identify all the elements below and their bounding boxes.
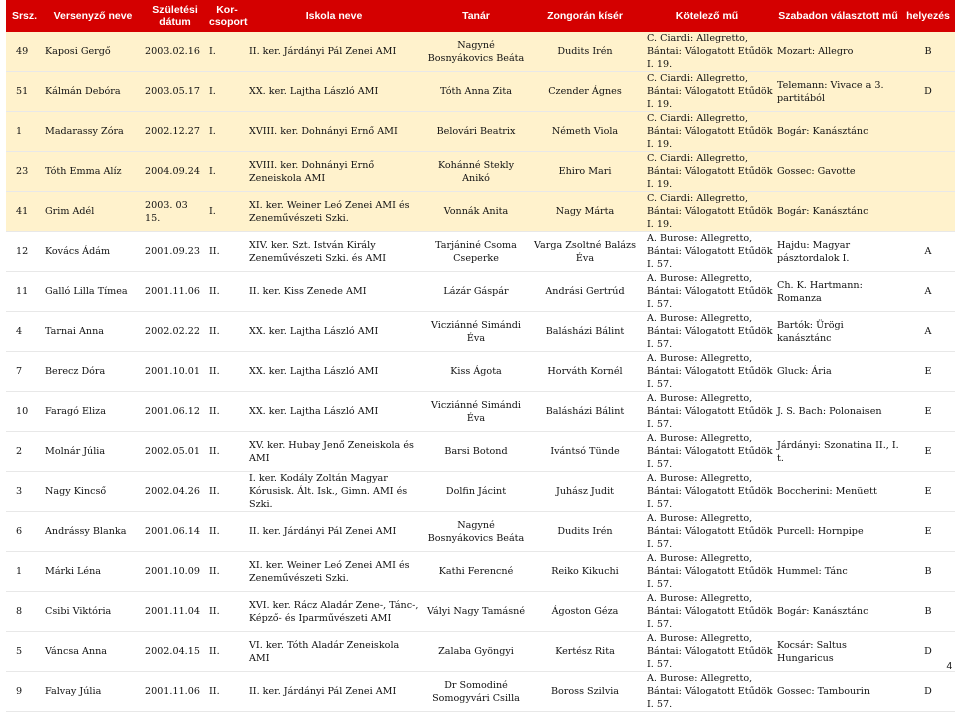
cell-school: XX. ker. Lajtha László AMI (249, 86, 379, 97)
cell-school: VI. ker. Tóth Aladár Zeneiskola AMI (249, 639, 400, 664)
cell-school: II. ker. Kiss Zenede AMI (249, 286, 367, 297)
cell-free-piece: Gossec: Tambourin (777, 686, 871, 697)
cell-placement: D (924, 86, 932, 97)
cell-compulsory-piece: A. Burose: Allegretto, Bántai: Válogatott Etűdök I. 57. (647, 393, 773, 430)
cell-birthdate: 2004.09.24 (145, 166, 200, 177)
table-row (6, 72, 955, 112)
cell-compulsory-piece: A. Burose: Allegretto, Bántai: Válogatott Etűdök I. 57. (647, 473, 773, 510)
column-header: Kor-csoport (207, 0, 247, 32)
cell-compulsory-piece: A. Burose: Allegretto, Bántai: Válogatott Etűdök I. 57. (647, 553, 773, 590)
cell-srsz: 1 (16, 126, 23, 137)
cell-name: Berecz Dóra (45, 366, 106, 377)
cell-teacher: Belovári Beatrix (436, 126, 516, 137)
cell-accompanist: Juhász Judit (555, 486, 615, 497)
cell-teacher: Kathi Ferencné (438, 566, 514, 577)
cell-placement: D (924, 686, 932, 697)
cell-teacher: Nagyné Bosnyákovics Beáta (427, 39, 525, 64)
cell-birthdate: 2003. 03 15. (145, 199, 188, 224)
cell-compulsory-piece: A. Burose: Allegretto, Bántai: Válogatott Etűdök I. 57. (647, 273, 773, 310)
cell-accompanist: Nagy Márta (555, 206, 615, 217)
cell-teacher: Nagyné Bosnyákovics Beáta (427, 519, 525, 544)
cell-compulsory-piece: A. Burose: Allegretto, Bántai: Válogatott Etűdök I. 57. (647, 433, 773, 470)
cell-teacher: Dr Somodiné Somogyvári Csilla (432, 679, 520, 704)
cell-teacher: Vicziánné Simándi Éva (431, 399, 521, 424)
cell-school: II. ker. Járdányi Pál Zenei AMI (249, 526, 397, 537)
table-row (6, 552, 955, 592)
column-header: Kötelező mű (639, 0, 775, 32)
cell-school: XVIII. ker. Dohnányi Ernő AMI (249, 126, 398, 137)
cell-name: Faragó Eliza (45, 406, 106, 417)
column-header: Zongorán kísér (531, 0, 639, 32)
cell-srsz: 7 (16, 366, 23, 377)
table-row (6, 32, 955, 72)
cell-birthdate: 2001.11.04 (145, 606, 200, 617)
cell-birthdate: 2003.02.16 (145, 46, 200, 57)
cell-school: XX. ker. Lajtha László AMI (249, 366, 379, 377)
cell-birthdate: 2001.06.14 (145, 526, 200, 537)
table-row (6, 512, 955, 552)
cell-free-piece: Gossec: Gavotte (777, 166, 856, 177)
cell-name: Váncsa Anna (45, 646, 108, 657)
cell-srsz: 23 (16, 166, 29, 177)
cell-compulsory-piece: C. Ciardi: Allegretto, Bántai: Válogatott Etűdök I. 19. (647, 153, 773, 190)
cell-name: Nagy Kincső (45, 486, 107, 497)
cell-placement: B (924, 566, 932, 577)
cell-accompanist: Czender Ágnes (548, 86, 622, 97)
cell-teacher: Vicziánné Simándi Éva (431, 319, 521, 344)
cell-accompanist: Horváth Kornél (547, 366, 623, 377)
cell-birthdate: 2002.05.01 (145, 446, 200, 457)
cell-teacher: Barsi Botond (444, 446, 508, 457)
cell-srsz: 49 (16, 46, 29, 57)
cell-birthdate: 2001.06.12 (145, 406, 200, 417)
cell-accompanist: Dudits Irén (557, 46, 613, 57)
column-header: Szabadon választott mű (775, 0, 901, 32)
cell-age-group: II. (209, 486, 220, 497)
cell-compulsory-piece: A. Burose: Allegretto, Bántai: Válogatott Etűdök I. 57. (647, 673, 773, 710)
results-table (6, 0, 955, 712)
cell-birthdate: 2002.04.26 (145, 486, 200, 497)
cell-birthdate: 2001.11.06 (145, 686, 200, 697)
column-header: Iskola neve (247, 0, 421, 32)
cell-free-piece: Bartók: Ürögi kanásztánc (777, 319, 844, 344)
cell-placement: A (924, 286, 932, 297)
cell-srsz: 6 (16, 526, 23, 537)
column-header: Srsz. (6, 0, 43, 32)
cell-school: II. ker. Járdányi Pál Zenei AMI (249, 46, 397, 57)
table-row (6, 592, 955, 632)
cell-free-piece: Hajdu: Magyar pásztordalok I. (777, 239, 851, 264)
cell-srsz: 41 (16, 206, 29, 217)
cell-accompanist: Balásházi Bálint (545, 406, 625, 417)
cell-birthdate: 2001.11.06 (145, 286, 200, 297)
table-row (6, 272, 955, 312)
cell-free-piece: Hummel: Tánc (777, 566, 848, 577)
table-row (6, 352, 955, 392)
cell-placement: E (924, 406, 932, 417)
cell-age-group: I. (209, 86, 216, 97)
cell-srsz: 9 (16, 686, 23, 697)
cell-teacher: Zalaba Gyöngyi (438, 646, 514, 657)
cell-school: XIV. ker. Szt. István Király Zeneművészeti Szki. és AMI (249, 239, 387, 264)
cell-birthdate: 2001.09.23 (145, 246, 200, 257)
table-row (6, 392, 955, 432)
cell-birthdate: 2002.04.15 (145, 646, 200, 657)
cell-name: Molnár Júlia (45, 446, 106, 457)
cell-free-piece: Boccherini: Menüett (777, 486, 877, 497)
table-body (6, 32, 955, 712)
cell-free-piece: Bogár: Kanásztánc (777, 606, 869, 617)
cell-age-group: II. (209, 566, 220, 577)
table-row (6, 432, 955, 472)
cell-age-group: II. (209, 526, 220, 537)
cell-compulsory-piece: C. Ciardi: Allegretto, Bántai: Válogatott Etűdök I. 19. (647, 193, 773, 230)
cell-compulsory-piece: C. Ciardi: Allegretto, Bántai: Válogatott Etűdök I. 19. (647, 113, 773, 150)
cell-compulsory-piece: A. Burose: Allegretto, Bántai: Válogatott Etűdök I. 57. (647, 633, 773, 670)
cell-birthdate: 2002.12.27 (145, 126, 200, 137)
cell-age-group: I. (209, 206, 216, 217)
cell-birthdate: 2001.10.09 (145, 566, 200, 577)
cell-name: Kaposi Gergő (45, 46, 111, 57)
cell-age-group: II. (209, 326, 220, 337)
cell-placement: E (924, 446, 932, 457)
cell-age-group: II. (209, 246, 220, 257)
cell-srsz: 10 (16, 406, 29, 417)
cell-accompanist: Reiko Kikuchi (551, 566, 619, 577)
cell-birthdate: 2002.02.22 (145, 326, 200, 337)
column-header: Tanár (421, 0, 531, 32)
cell-name: Falvay Júlia (45, 686, 102, 697)
cell-age-group: II. (209, 446, 220, 457)
cell-srsz: 51 (16, 86, 29, 97)
cell-accompanist: Balásházi Bálint (545, 326, 625, 337)
cell-teacher: Tóth Anna Zita (440, 86, 512, 97)
cell-free-piece: Járdányi: Szonatina II., I. t. (777, 439, 899, 464)
cell-free-piece: Bogár: Kanásztánc (777, 126, 869, 137)
cell-school: I. ker. Kodály Zoltán Magyar Kórusisk. Ált. Isk., Gimn. AMI és Szki. (249, 473, 408, 510)
cell-name: Andrássy Blanka (45, 526, 127, 537)
cell-placement: E (924, 526, 932, 537)
cell-placement (901, 112, 955, 152)
cell-free-piece: Mozart: Allegro (777, 46, 854, 57)
cell-accompanist: Boross Szilvia (550, 686, 620, 697)
cell-school: XVI. ker. Rácz Aladár Zene-, Tánc-, Képző- és Iparművészeti AMI (249, 599, 419, 624)
cell-age-group: I. (209, 46, 216, 57)
cell-compulsory-piece: A. Burose: Allegretto, Bántai: Válogatott Etűdök I. 57. (647, 233, 773, 270)
cell-free-piece: Purcell: Hornpipe (777, 526, 864, 537)
cell-srsz: 2 (16, 446, 23, 457)
cell-teacher: Kohánné Stekly Anikó (437, 159, 515, 184)
cell-placement: B (924, 606, 932, 617)
header-row (6, 0, 955, 32)
cell-accompanist: Ágoston Géza (551, 606, 619, 617)
page-number: 4 (946, 661, 952, 672)
cell-srsz: 3 (16, 486, 23, 497)
cell-compulsory-piece: C. Ciardi: Allegretto, Bántai: Válogatott Etűdök I. 19. (647, 73, 773, 110)
cell-birthdate: 2003.05.17 (145, 86, 200, 97)
cell-placement: E (924, 486, 932, 497)
cell-placement: E (924, 366, 932, 377)
cell-srsz: 12 (16, 246, 29, 257)
cell-name: Kovács Ádám (45, 246, 111, 257)
cell-accompanist: Németh Viola (551, 126, 619, 137)
cell-compulsory-piece: A. Burose: Allegretto, Bántai: Válogatott Etűdök I. 57. (647, 593, 773, 630)
cell-srsz: 8 (16, 606, 23, 617)
cell-age-group: II. (209, 406, 220, 417)
table-row (6, 192, 955, 232)
cell-accompanist: Kertész Rita (555, 646, 615, 657)
cell-teacher: Lázár Gáspár (443, 286, 509, 297)
cell-school: XVIII. ker. Dohnányi Ernő Zeneiskola AMI (249, 159, 375, 184)
cell-free-piece: Telemann: Vivace a 3. partitából (777, 79, 884, 104)
cell-age-group: I. (209, 166, 216, 177)
cell-placement (901, 152, 955, 192)
table-row (6, 112, 955, 152)
cell-free-piece: Bogár: Kanásztánc (777, 206, 869, 217)
column-header: Születési dátum (143, 0, 207, 32)
cell-accompanist: Dudits Irén (557, 526, 613, 537)
cell-name: Galló Lilla Tímea (45, 286, 128, 297)
cell-accompanist: Ivántsó Tünde (550, 446, 620, 457)
cell-free-piece: J. S. Bach: Polonaisen (777, 406, 882, 417)
cell-school: XI. ker. Weiner Leó Zenei AMI és Zeneművészeti Szki. (249, 559, 410, 584)
table-row (6, 152, 955, 192)
cell-school: XI. ker. Weiner Leó Zenei AMI és Zeneművészeti Szki. (249, 199, 410, 224)
cell-srsz: 5 (16, 646, 23, 657)
column-header: helyezés (901, 0, 955, 32)
cell-compulsory-piece: A. Burose: Allegretto, Bántai: Válogatott Etűdök I. 57. (647, 353, 773, 390)
cell-name: Márki Léna (45, 566, 102, 577)
cell-placement: A (924, 326, 932, 337)
cell-srsz: 1 (16, 566, 23, 577)
cell-teacher: Vályi Nagy Tamásné (426, 606, 526, 617)
cell-name: Kálmán Debóra (45, 86, 121, 97)
cell-name: Grim Adél (45, 206, 95, 217)
cell-free-piece: Gluck: Ária (777, 366, 832, 377)
cell-accompanist: Varga Zsoltné Balázs Éva (534, 239, 636, 264)
cell-compulsory-piece: C. Ciardi: Allegretto, Bántai: Válogatott Etűdök I. 19. (647, 33, 773, 70)
cell-age-group: II. (209, 366, 220, 377)
cell-age-group: II. (209, 686, 220, 697)
cell-school: XX. ker. Lajtha László AMI (249, 406, 379, 417)
cell-school: XX. ker. Lajtha László AMI (249, 326, 379, 337)
cell-name: Csibi Viktória (45, 606, 112, 617)
cell-placement: A (924, 246, 932, 257)
cell-srsz: 11 (16, 286, 29, 297)
cell-teacher: Vonnák Anita (443, 206, 509, 217)
cell-age-group: II. (209, 646, 220, 657)
cell-compulsory-piece: A. Burose: Allegretto, Bántai: Válogatott Etűdök I. 57. (647, 313, 773, 350)
cell-free-piece: Ch. K. Hartmann: Romanza (777, 279, 863, 304)
cell-name: Tarnai Anna (45, 326, 104, 337)
cell-name: Tóth Emma Alíz (45, 166, 122, 177)
table-row (6, 312, 955, 352)
cell-teacher: Tarjániné Csoma Cseperke (435, 239, 517, 264)
cell-placement: D (924, 646, 932, 657)
cell-placement: B (924, 46, 932, 57)
cell-school: II. ker. Járdányi Pál Zenei AMI (249, 686, 397, 697)
table-row (6, 632, 955, 672)
cell-birthdate: 2001.10.01 (145, 366, 200, 377)
column-header: Versenyző neve (43, 0, 143, 32)
cell-teacher: Kiss Ágota (450, 366, 502, 377)
cell-age-group: II. (209, 606, 220, 617)
cell-name: Madarassy Zóra (45, 126, 124, 137)
cell-age-group: II. (209, 286, 220, 297)
cell-free-piece: Kocsár: Saltus Hungaricus (777, 639, 847, 664)
cell-teacher: Dolfin Jácint (445, 486, 507, 497)
cell-accompanist: Ehiro Mari (558, 166, 612, 177)
cell-placement (901, 192, 955, 232)
table-row (6, 472, 955, 512)
table-row (6, 232, 955, 272)
cell-school: XV. ker. Hubay Jenő Zeneiskola és AMI (249, 439, 414, 464)
cell-compulsory-piece: A. Burose: Allegretto, Bántai: Válogatott Etűdök I. 57. (647, 513, 773, 550)
cell-age-group: I. (209, 126, 216, 137)
cell-accompanist: Andrási Gertrúd (545, 286, 625, 297)
cell-srsz: 4 (16, 326, 23, 337)
